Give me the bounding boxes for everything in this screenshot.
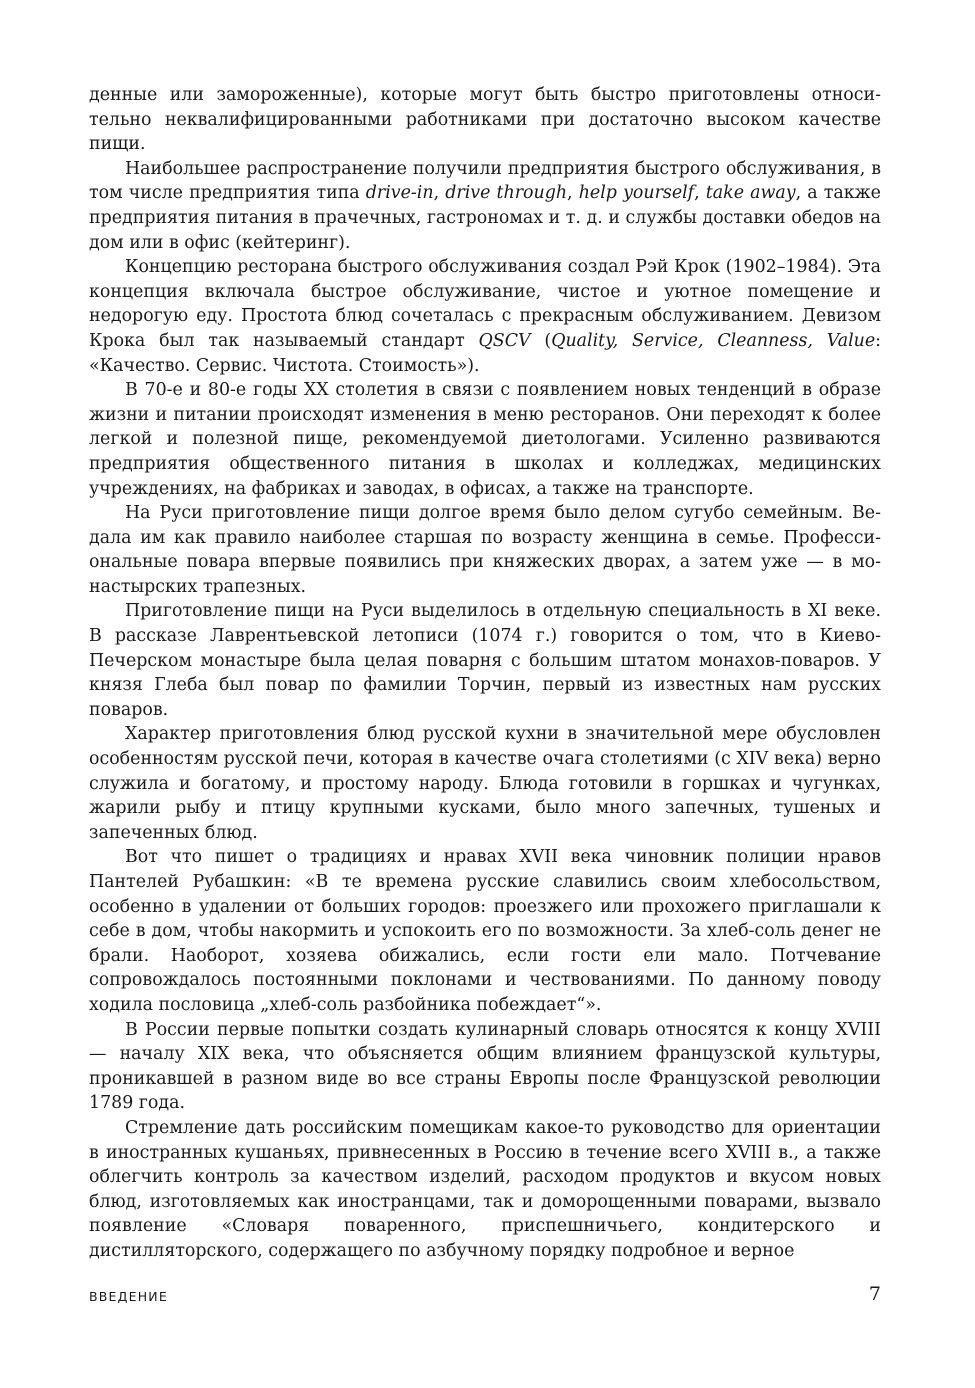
text-run: Наибольшее распространение получили предприятия быстрого обслуживания, в том числе предприятия типа xyxy=(89,158,881,204)
italic-term: take away xyxy=(705,183,796,204)
page-footer xyxy=(89,1283,881,1313)
text-run: В 70-е и 80-е годы XX столетия в связи с появлением новых тенденций в образе жизни и питании происходят изменения в меню ресторанов. Они переходят к более легкой и полезной пище, рекомендуемой диетологами. Усиленно развиваются предприятия общественного питания в школах и колледжах, медицинских учреждениях, на фабриках и заводах, в офисах, а также на транспорте. xyxy=(89,380,881,499)
paragraph xyxy=(89,255,881,378)
paragraph xyxy=(89,83,881,157)
italic-term: QSCV xyxy=(478,330,531,351)
paragraph xyxy=(89,501,881,599)
paragraph xyxy=(89,845,881,1017)
text-run: Стремление дать российским помещикам какое-то руководство для ориентации в иностранных кушаньях, привнесенных в Россию в течение всего XVIII в., а также облегчить контроль за качеством изделий, расходом продуктов и вкусом новых блюд, изготовляемых как иностранцами, так и доморощенными поварами, вызвало появление «Словаря поваренного, приспешничьего, кондитерского и дистилляторского, содержащего по азбучному порядку подробное и верное xyxy=(89,1117,881,1261)
text-run: , xyxy=(433,183,446,204)
page-body-text xyxy=(89,83,881,1264)
text-run: Вот что пишет о традициях и нравах XVII века чиновник полиции нравов Пантелей Рубашкин: «В те времена русские славились своим хлебосольством, особенно в удалении от больших городов: проезжего или прохожего приглашали к себе в дом, чтобы накормить и успокоить его по возможности. За хлеб-соль денег не брали. Наоборот, хозяева обижались, если гости ели мало. Потчевание сопровождалось постоянными поклонами и чествованиями. По данному поводу ходила пословица „хлеб-соль разбойника побеждает“». xyxy=(89,847,881,1015)
page-number: 7 xyxy=(868,1283,881,1305)
text-run: Концепцию ресторана быстрого обслуживания создал Рэй Крок (1902–1984). Эта концепция включала быстрое обслуживание, чистое и уютное помещение и недорогую еду. Простота блюд сочеталась с прекрасным обслуживанием. Девизом Крока был так называемый стандарт xyxy=(89,257,881,351)
text-run: , xyxy=(567,183,579,204)
text-run: , а также предприятия питания в прачечных, гастрономах и т. д. и службы доставки обедов на дом или в офис (кейтеринг). xyxy=(89,183,881,253)
paragraph xyxy=(89,378,881,501)
text-run: , xyxy=(694,183,706,204)
italic-term: drive-in xyxy=(365,183,434,204)
text-run: В России первые попытки создать кулинарный словарь относятся к концу XVIII — началу XIX века, что объясняется общим влиянием французской культуры, проникавшей в разном виде во все страны Европы после Французской революции 1789 года. xyxy=(89,1019,881,1114)
italic-term: drive through xyxy=(445,183,568,204)
paragraph xyxy=(89,599,881,722)
text-run: : «Качество. Сервис. Чистота. Стоимость»). xyxy=(89,330,881,376)
running-head: ВВЕДЕНИЕ xyxy=(89,1289,168,1304)
text-run: Приготовление пищи на Руси выделилось в отдельную специальность в XI веке. В рассказе Лаврентьевской летописи (1074 г.) говорится о том, что в Киево-Печерском монастыре была целая поварня с большим штатом монахов-поваров. У князя Глеба был повар по фамилии Торчин, первый из известных нам русских поваров. xyxy=(89,601,881,720)
text-run: ( xyxy=(530,330,552,351)
paragraph xyxy=(89,1116,881,1264)
paragraph xyxy=(89,1018,881,1116)
italic-term: Quality, Service, Cleanness, Value xyxy=(551,330,876,351)
text-run: На Руси приготовление пищи долгое время было делом сугубо семейным. Ведала им как правило наиболее старшая по возрасту женщина в семье. Профессиональные повара впервые появились при княжеских дворах, а затем уже — в монастырских трапезных. xyxy=(89,503,881,597)
italic-term: help yourself xyxy=(578,183,695,204)
text-run: Характер приготовления блюд русской кухни в значительной мере обусловлен особенностям русской печи, которая в качестве очага столетиями (с XIV века) верно служила и богатому, и простому народу. Блюда готовили в горшках и чугунках, жарили рыбу и птицу крупными кусками, было много запечных, тушеных и запеченных блюд. xyxy=(89,724,881,843)
paragraph xyxy=(89,157,881,255)
text-run: денные или замороженные), которые могут быть быстро приготовлены относительно неквалифицированными работниками при достаточно высоком качестве пищи. xyxy=(89,85,881,155)
paragraph xyxy=(89,722,881,845)
